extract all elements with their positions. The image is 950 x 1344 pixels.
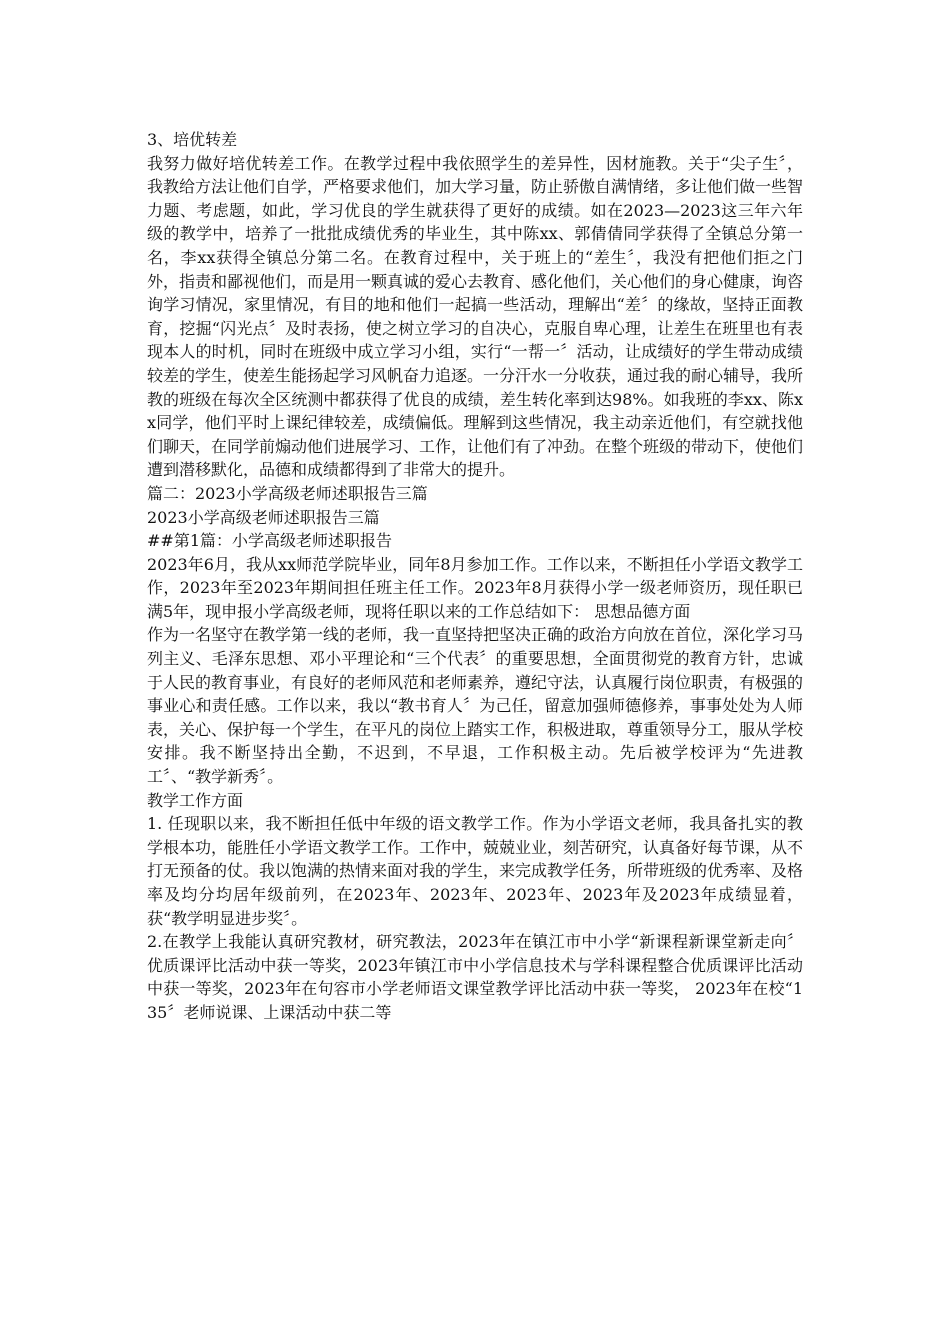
- section-heading: 3、培优转差: [147, 130, 238, 149]
- document-page: [147, 128, 803, 1025]
- paragraph-cultivate-excellent: 我努力做好培优转差工作。在教学过程中我依照学生的差异性，因材施教。关于“尖子生〞，我教给方法让他们自学，严格要求他们，加大学习量，防止骄傲自满情绪，多让他们做一些智力题、考虑题，如此，学习优良的学生就获得了更好的成绩。如在2023—2023这三年六年级的教学中，培养了一批批成绩优秀的毕业生，其中陈xx、郭倩倩同学获得了全镇总分第一名，李xx获得全镇总分第二名。在教育过程中，关于班上的“差生〞，我没有把他们拒之门外，指责和鄙视他们，而是用一颗真诚的爱心去教育、感化他们，关心他们的身心健康，询咨询学习情况，家里情况，有目的地和他们一起搞一些活动，理解出“差〞的缘故，坚持正面教育，挖掘“闪光点〞及时表扬，使之树立学习的自决心，克服自卑心理，让差生在班里也有表现本人的时机，同时在班级中成立学习小组，实行“一帮一〞活动，让成绩好的学生带动成绩较差的学生，使差生能扬起学习风帆奋力追逐。一分汗水一分收获，通过我的耐心辅导，我所教的班级在每次全区统测中都获得了优良的成绩，差生转化率到达98%。如我班的李xx、陈xx同学，他们平时上课纪律较差，成绩偏低。理解到这些情况，我主动亲近他们，有空就找他们聊天，在同学前煽动他们进展学习、工作，让他们有了冲劲。在整个班级的带动下，使他们遭到潜移默化，品德和成绩都得到了非常大的提升。: [147, 153, 804, 480]
- report-title: 2023小学高级老师述职报告三篇: [147, 507, 380, 527]
- paragraph-career-summary: 2023年6月，我从xx师范学院毕业，同年8月参加工作。工作以来，不断担任小学语文教学工作，2023年至2023年期间担任班主任工作。2023年8月获得小学一级老师资历，现任职已满5年，现申报小学高级老师，现将任职以来的工作总结如下： 思想品德方面: [147, 554, 803, 621]
- part-two-title: 篇二：2023小学高级老师述职报告三篇: [147, 483, 428, 503]
- paragraph-teaching-1: 1. 任现职以来，我不断担任低中年级的语文教学工作。作为小学语文老师，我具备扎实的教学根本功，能胜任小学语文教学工作。工作中，兢兢业业，刻苦研究，认真备好每节课，从不打无预备的仗。我以饱满的热情来面对我的学生，来完成教学任务，所带班级的优秀率、及格率及均分均居年级前列，在2023年、2023年、2023年、2023年及2023年成绩显着，获“教学明显进步奖〞。: [147, 814, 804, 928]
- article-one-title: ##第1篇：小学高级老师述职报告: [147, 531, 392, 551]
- paragraph-teaching-2: 2.在教学上我能认真研究教材，研究教法，2023年在镇江市中小学“新课程新课堂新走向〞优质课评比活动中获一等奖，2023年镇江市中小学信息技术与学科课程整合优质课评比活动中获一等奖，2023年在句容市小学老师语文课堂教学评比活动中获一等奖， 2023年在校“135〞老师说课、上课活动中获二等: [147, 932, 803, 1022]
- teaching-heading: 教学工作方面: [147, 790, 244, 810]
- paragraph-moral-conduct: 作为一名坚守在教学第一线的老师，我一直坚持把坚决正确的政治方向放在首位，深化学习马列主义、毛泽东思想、邓小平理论和“三个代表〞的重要思想，全面贯彻党的教育方针，忠诚于人民的教育事业，有良好的老师风范和老师素养，遵纪守法，认真履行岗位职责，有极强的事业心和责任感。工作以来，我以“教书育人〞为己任，留意加强师德修养，事事处处为人师表，关心、保护每一个学生，在平凡的岗位上踏实工作，积极进取，尊重领导分工，服从学校安排。我不断坚持出全勤，不迟到，不早退，工作积极主动。先后被学校评为“先进教工〞、“教学新秀〞。: [147, 625, 804, 787]
